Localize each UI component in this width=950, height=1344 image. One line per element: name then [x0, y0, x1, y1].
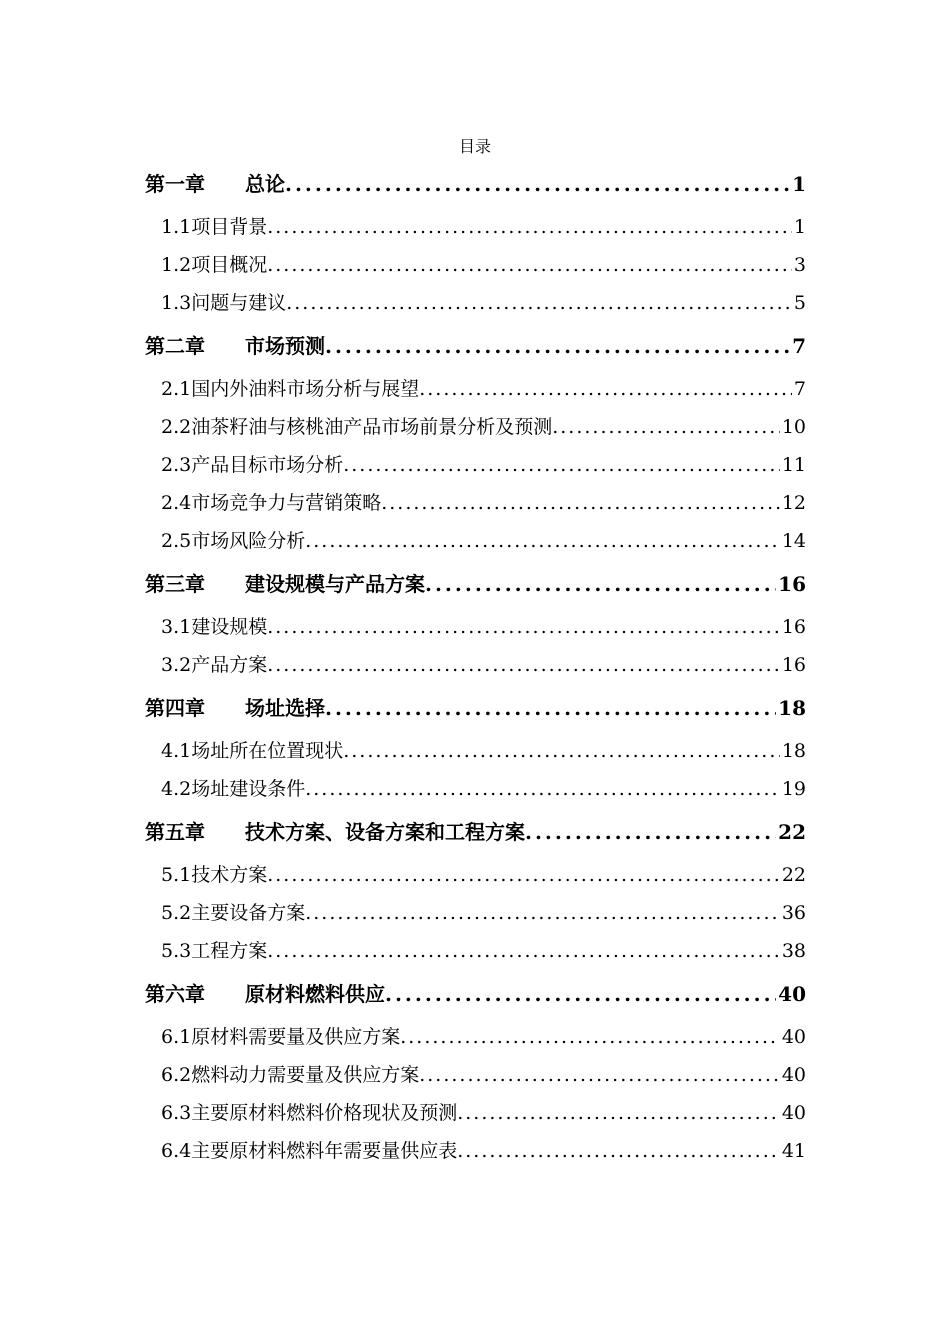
dot-leader — [305, 770, 780, 808]
chapter-title: 建设规模与产品方案 — [245, 572, 425, 596]
dot-leader — [400, 1018, 780, 1056]
dot-leader — [305, 522, 780, 560]
chapter-label — [145, 684, 325, 732]
toc-chapter-6[interactable] — [145, 970, 806, 1018]
page-number: 5 — [793, 292, 806, 314]
toc-section-2-5[interactable] — [145, 522, 806, 560]
page-number: 40 — [781, 1026, 806, 1048]
chapter-label — [145, 160, 285, 208]
chapter-title: 技术方案、设备方案和工程方案 — [245, 820, 525, 844]
section-label: 2.1国内外油料市场分析与展望 — [161, 378, 420, 400]
page-number: 40 — [781, 1102, 806, 1124]
section-label: 5.3工程方案 — [161, 940, 268, 962]
toc-chapter-4[interactable] — [145, 684, 806, 732]
chapter-label — [145, 560, 425, 608]
page-number: 12 — [781, 492, 806, 514]
section-label: 2.5市场风险分析 — [161, 530, 306, 552]
section-label: 6.2燃料动力需要量及供应方案 — [161, 1064, 420, 1086]
section-label: 2.3产品目标市场分析 — [161, 454, 344, 476]
page-number: 14 — [781, 530, 806, 552]
dot-leader — [267, 208, 792, 246]
toc-section-2-4[interactable] — [145, 484, 806, 522]
section-label: 3.1建设规模 — [161, 616, 268, 638]
section-label: 5.2主要设备方案 — [161, 902, 306, 924]
page-number: 7 — [792, 334, 806, 358]
page-number: 22 — [778, 820, 806, 844]
dot-leader — [285, 160, 790, 208]
chapter-title: 原材料燃料供应 — [245, 982, 385, 1006]
page-number: 16 — [781, 616, 806, 638]
page-number: 19 — [781, 778, 806, 800]
section-label: 6.3主要原材料燃料价格现状及预测 — [161, 1102, 458, 1124]
section-label: 4.1场址所在位置现状 — [161, 740, 344, 762]
section-label: 5.1技术方案 — [161, 864, 268, 886]
dot-leader — [385, 970, 776, 1018]
toc-section-1-1[interactable] — [145, 208, 806, 246]
dot-leader — [286, 284, 792, 322]
chapter-number: 第四章 — [145, 696, 205, 720]
dot-leader — [552, 408, 780, 446]
toc-section-3-2[interactable] — [145, 646, 806, 684]
chapter-title: 场址选择 — [245, 696, 325, 720]
dot-leader — [267, 932, 780, 970]
page-number: 41 — [781, 1140, 806, 1162]
page-number: 40 — [778, 982, 806, 1006]
page-number: 18 — [778, 696, 806, 720]
toc-section-6-1[interactable] — [145, 1018, 806, 1056]
section-label: 1.2项目概况 — [161, 254, 268, 276]
page-number: 18 — [781, 740, 806, 762]
section-label: 4.2场址建设条件 — [161, 778, 306, 800]
dot-leader — [343, 446, 780, 484]
section-label: 1.1项目背景 — [161, 216, 268, 238]
chapter-label — [145, 808, 525, 856]
dot-leader — [525, 808, 776, 856]
chapter-title: 总论 — [245, 172, 285, 196]
dot-leader — [305, 894, 780, 932]
toc-section-2-1[interactable] — [145, 370, 806, 408]
toc-section-2-3[interactable] — [145, 446, 806, 484]
section-label: 2.2油茶籽油与核桃油产品市场前景分析及预测 — [161, 416, 553, 438]
section-label: 6.1原材料需要量及供应方案 — [161, 1026, 401, 1048]
dot-leader — [419, 370, 792, 408]
toc-section-5-1[interactable] — [145, 856, 806, 894]
page-number: 7 — [793, 378, 806, 400]
chapter-title: 市场预测 — [245, 334, 325, 358]
section-label: 3.2产品方案 — [161, 654, 268, 676]
toc-chapter-1[interactable] — [145, 160, 806, 208]
toc-section-4-1[interactable] — [145, 732, 806, 770]
dot-leader — [267, 246, 792, 284]
toc-section-4-2[interactable] — [145, 770, 806, 808]
page-number: 1 — [792, 172, 806, 196]
toc-section-1-3[interactable] — [145, 284, 806, 322]
section-label: 2.4市场竞争力与营销策略 — [161, 492, 382, 514]
toc-section-6-3[interactable] — [145, 1094, 806, 1132]
dot-leader — [267, 608, 780, 646]
dot-leader — [343, 732, 780, 770]
toc-section-6-2[interactable] — [145, 1056, 806, 1094]
table-of-contents — [145, 160, 806, 1170]
chapter-number: 第六章 — [145, 982, 205, 1006]
chapter-number: 第二章 — [145, 334, 205, 358]
toc-section-5-3[interactable] — [145, 932, 806, 970]
toc-title: 目录 — [458, 137, 491, 156]
toc-chapter-2[interactable] — [145, 322, 806, 370]
page-number: 1 — [793, 216, 806, 238]
toc-chapter-5[interactable] — [145, 808, 806, 856]
section-label: 6.4主要原材料燃料年需要量供应表 — [161, 1140, 458, 1162]
dot-leader — [457, 1094, 780, 1132]
page-number: 11 — [781, 454, 806, 476]
toc-section-5-2[interactable] — [145, 894, 806, 932]
chapter-label — [145, 322, 325, 370]
toc-section-6-4[interactable] — [145, 1132, 806, 1170]
chapter-number: 第五章 — [145, 820, 205, 844]
page-number: 36 — [781, 902, 806, 924]
chapter-label — [145, 970, 385, 1018]
dot-leader — [267, 856, 780, 894]
dot-leader — [325, 322, 790, 370]
page-number: 3 — [793, 254, 806, 276]
page-number: 38 — [781, 940, 806, 962]
chapter-number: 第三章 — [145, 572, 205, 596]
toc-section-3-1[interactable] — [145, 608, 806, 646]
page-number: 16 — [781, 654, 806, 676]
toc-section-1-2[interactable] — [145, 246, 806, 284]
toc-chapter-3[interactable] — [145, 560, 806, 608]
dot-leader — [425, 560, 776, 608]
page-number: 16 — [778, 572, 806, 596]
page-number: 10 — [781, 416, 806, 438]
toc-section-2-2[interactable] — [145, 408, 806, 446]
dot-leader — [267, 646, 780, 684]
chapter-number: 第一章 — [145, 172, 205, 196]
dot-leader — [419, 1056, 780, 1094]
dot-leader — [325, 684, 776, 732]
page-number: 40 — [781, 1064, 806, 1086]
section-label: 1.3问题与建议 — [161, 292, 287, 314]
dot-leader — [457, 1132, 780, 1170]
dot-leader — [381, 484, 780, 522]
page-number: 22 — [781, 864, 806, 886]
